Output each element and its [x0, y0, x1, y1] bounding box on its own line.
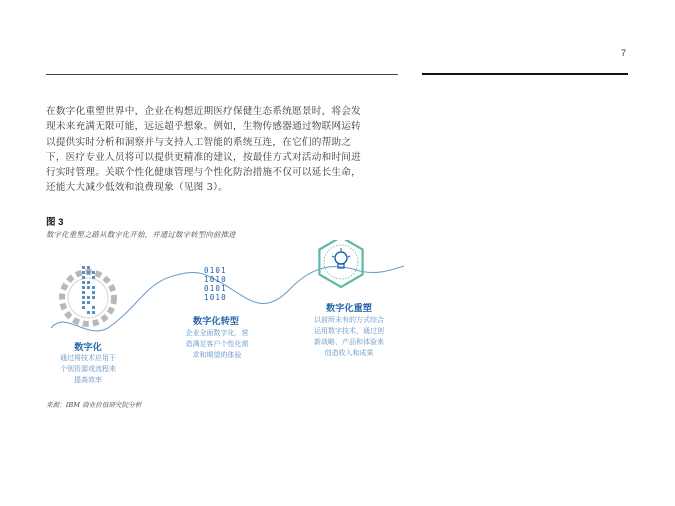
body-line: 现未来充满无限可能，远远超乎想象。例如，生物传感器通过物联网运转: [46, 121, 361, 133]
stage-2-description: [174, 328, 260, 361]
binary-row: 1010: [204, 275, 227, 284]
body-line: 在数字化重塑世界中，企业在构想近期医疗保健生态系统愿景时，将会发: [46, 106, 361, 117]
stage-3-title: 数字化重塑: [326, 303, 372, 313]
figure-source: 来源：IBM 商业价值研究院分析: [46, 401, 142, 409]
body-paragraph: [46, 104, 400, 196]
binary-row: 0101: [204, 266, 227, 275]
stage-desc-line: 新战略、产品和体验来: [314, 338, 384, 346]
stage-desc-line: 提高效率: [74, 376, 102, 384]
stage-desc-line: 企业全面数字化，营: [185, 329, 249, 337]
transformation-diagram: [46, 240, 406, 400]
binary-row: 1010: [204, 293, 227, 302]
figure-caption: 数字化重塑之路从数字化开始，并通过数字转型向前推进: [46, 230, 236, 239]
binary-code-icon: [204, 266, 227, 302]
stage-desc-line: 运用数字技术，通过创: [314, 327, 384, 335]
header-rule-right: [422, 73, 628, 75]
stage-1-title: 数字化: [74, 342, 102, 352]
body-line: 行实时管理。关联个性化健康管理与个性化防治措施不仅可以延长生命，: [46, 167, 361, 179]
stage-2-title: 数字化转型: [193, 316, 239, 326]
stage-1-description: [46, 353, 130, 386]
stage-desc-line: 个别资源或流程来: [60, 365, 116, 373]
binary-row: 0101: [204, 284, 227, 293]
body-line: 下，医疗专业人员将可以提供更精准的建议，按最佳方式对活动和时间进: [46, 151, 361, 163]
body-line: 以提供实时分析和洞察并与支持人工智能的系统互连，在它们的帮助之: [46, 136, 352, 148]
stage-3-description: [302, 315, 396, 359]
stage-desc-line: 通过将技术应用于: [60, 354, 116, 362]
header-rule-left: [46, 74, 398, 75]
stage-desc-line: 以前所未有的方式综合: [314, 316, 384, 324]
stage-desc-line: 创造收入和成果: [324, 349, 374, 357]
figure-label: 图 3: [46, 217, 64, 228]
body-line: 还能大大减少低效和浪费现象（见图 3）。: [46, 182, 229, 194]
lightbulb-icon: [332, 248, 350, 268]
page-number: 7: [620, 48, 626, 58]
stage-desc-line: 求和期望的体验: [192, 351, 242, 359]
stage-desc-line: 造满足客户个性化需: [185, 340, 249, 348]
